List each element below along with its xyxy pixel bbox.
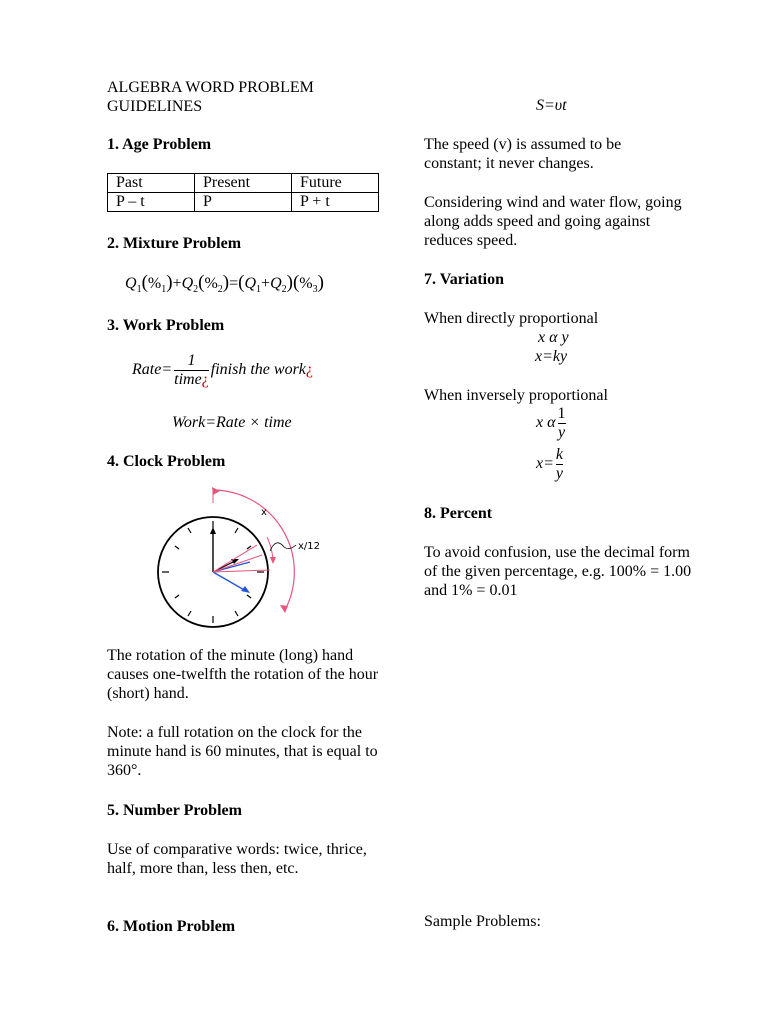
- age-table: [107, 173, 379, 212]
- mix-eq: =: [229, 275, 239, 292]
- mix-q2: Q: [181, 275, 194, 292]
- inverse-proportion-label: When inversely proportional: [424, 387, 608, 404]
- rate-fraction: [174, 352, 209, 389]
- rate-tail-mark: ¿: [305, 361, 313, 379]
- inv-f2-fraction: [556, 446, 563, 483]
- rotation-arc: [213, 490, 294, 610]
- inv-f1-den: y: [557, 424, 566, 441]
- direct-formula-1: x α y: [538, 329, 569, 346]
- small-arc: [267, 537, 273, 560]
- inv-f1-fraction: [558, 405, 566, 442]
- mixture-problem-heading: 2. Mixture Problem: [107, 235, 242, 252]
- mix-q2b: Q: [270, 275, 282, 292]
- rate-frac-den-mark: ¿: [201, 371, 209, 388]
- blue-arrow-icon: [241, 586, 250, 593]
- number-problem-heading: 5. Number Problem: [107, 802, 242, 819]
- age-header-past: Past: [108, 174, 195, 193]
- mix-q1-sub: 1: [136, 284, 142, 296]
- minute-hand-moved: [213, 572, 246, 591]
- direct-proportion-label: When directly proportional: [424, 310, 599, 327]
- inverse-formula-1: [536, 405, 568, 442]
- arc-start-arrow-icon: [212, 487, 220, 495]
- title-line-1: ALGEBRA WORD PROBLEM: [107, 79, 314, 96]
- work-formula: Work=Rate × time: [172, 414, 292, 431]
- sample-problems-heading: Sample Problems:: [424, 913, 541, 930]
- clock-label-x12: x/12: [298, 541, 321, 552]
- motion-paragraph-1: The speed (v) is assumed to be constant; it never changes.: [424, 136, 622, 172]
- direct-formula-2: x=ky: [535, 348, 568, 365]
- mixture-formula: $Q_1(\%_1)+Q_2(\%_2)=(Q_1+Q_2)(\%_3)$: [125, 272, 324, 296]
- age-cell-present: P: [195, 193, 292, 212]
- motion-problem-heading: 6. Motion Problem: [107, 918, 236, 935]
- rate-frac-num: 1: [187, 352, 196, 369]
- mix-pct2: %: [204, 275, 218, 292]
- inv-f1-num: 1: [557, 405, 566, 422]
- variation-heading: 7. Variation: [424, 271, 505, 288]
- motion-paragraph-2: Considering wind and water flow, going along adds speed and going against reduces speed.: [424, 194, 682, 249]
- mix-plusb: +: [261, 275, 271, 292]
- minute-hand-arrow-icon: [210, 527, 216, 534]
- age-table-row: [108, 193, 379, 212]
- mix-pct3-sub: 3: [312, 284, 318, 296]
- mix-pct2-sub: 2: [217, 284, 223, 296]
- percent-heading: 8. Percent: [424, 505, 493, 522]
- mix-q1b: Q: [244, 275, 257, 292]
- title-line-2: GUIDELINES: [107, 98, 203, 115]
- document-title: [107, 78, 387, 116]
- inv-f2-num: k: [555, 446, 564, 463]
- mix-pct1-sub: 1: [161, 284, 167, 296]
- clock-diagram: [150, 485, 350, 630]
- mix-q1b-sub: 1: [256, 284, 262, 296]
- mix-q1: Q: [125, 275, 137, 292]
- inverse-formula-2: [536, 446, 565, 483]
- inv-f2-den: y: [555, 465, 564, 482]
- motion-formula: S=υt: [536, 97, 567, 114]
- inv-f2-left: x=: [536, 455, 554, 473]
- clock-problem-heading: 4. Clock Problem: [107, 453, 226, 470]
- rate-formula: [132, 352, 313, 389]
- age-table-header-row: [108, 174, 379, 193]
- age-header-future: Future: [292, 174, 379, 193]
- rate-tail: finish the work: [210, 361, 306, 379]
- rate-frac-den: [174, 370, 209, 389]
- mix-plus: +: [172, 275, 182, 292]
- mix-pct1: %: [147, 275, 162, 292]
- small-arc-arrow-icon: [270, 557, 276, 564]
- rate-frac-den-text: time: [174, 371, 202, 388]
- work-problem-heading: 3. Work Problem: [107, 317, 225, 334]
- age-cell-past: P – t: [108, 193, 195, 212]
- inv-f1-left: x α: [536, 414, 556, 432]
- age-cell-future: P + t: [292, 193, 379, 212]
- clock-label-x: x: [261, 507, 267, 518]
- rate-label: Rate=: [132, 361, 173, 379]
- percent-paragraph: To avoid confusion, use the decimal form of the given percentage, e.g. 100% = 1.00 and 1% = 0.01: [424, 544, 692, 599]
- number-paragraph: Use of comparative words: twice, thrice, half, more than, less then, etc.: [107, 841, 367, 877]
- age-header-present: Present: [195, 174, 292, 193]
- age-problem-heading: 1. Age Problem: [107, 136, 212, 153]
- clock-paragraph-1: The rotation of the minute (long) hand causes one-twelfth the rotation of the hour (short) hand.: [107, 647, 379, 702]
- mix-pct3: %: [299, 275, 313, 292]
- clock-paragraph-2: Note: a full rotation on the clock for the minute hand is 60 minutes, that is equal to 360°.: [107, 724, 378, 779]
- arc-end-arrow-icon: [280, 605, 288, 613]
- mix-q2-sub: 2: [193, 284, 199, 296]
- mix-q2b-sub: 2: [281, 284, 287, 296]
- x12-leader: [270, 543, 296, 551]
